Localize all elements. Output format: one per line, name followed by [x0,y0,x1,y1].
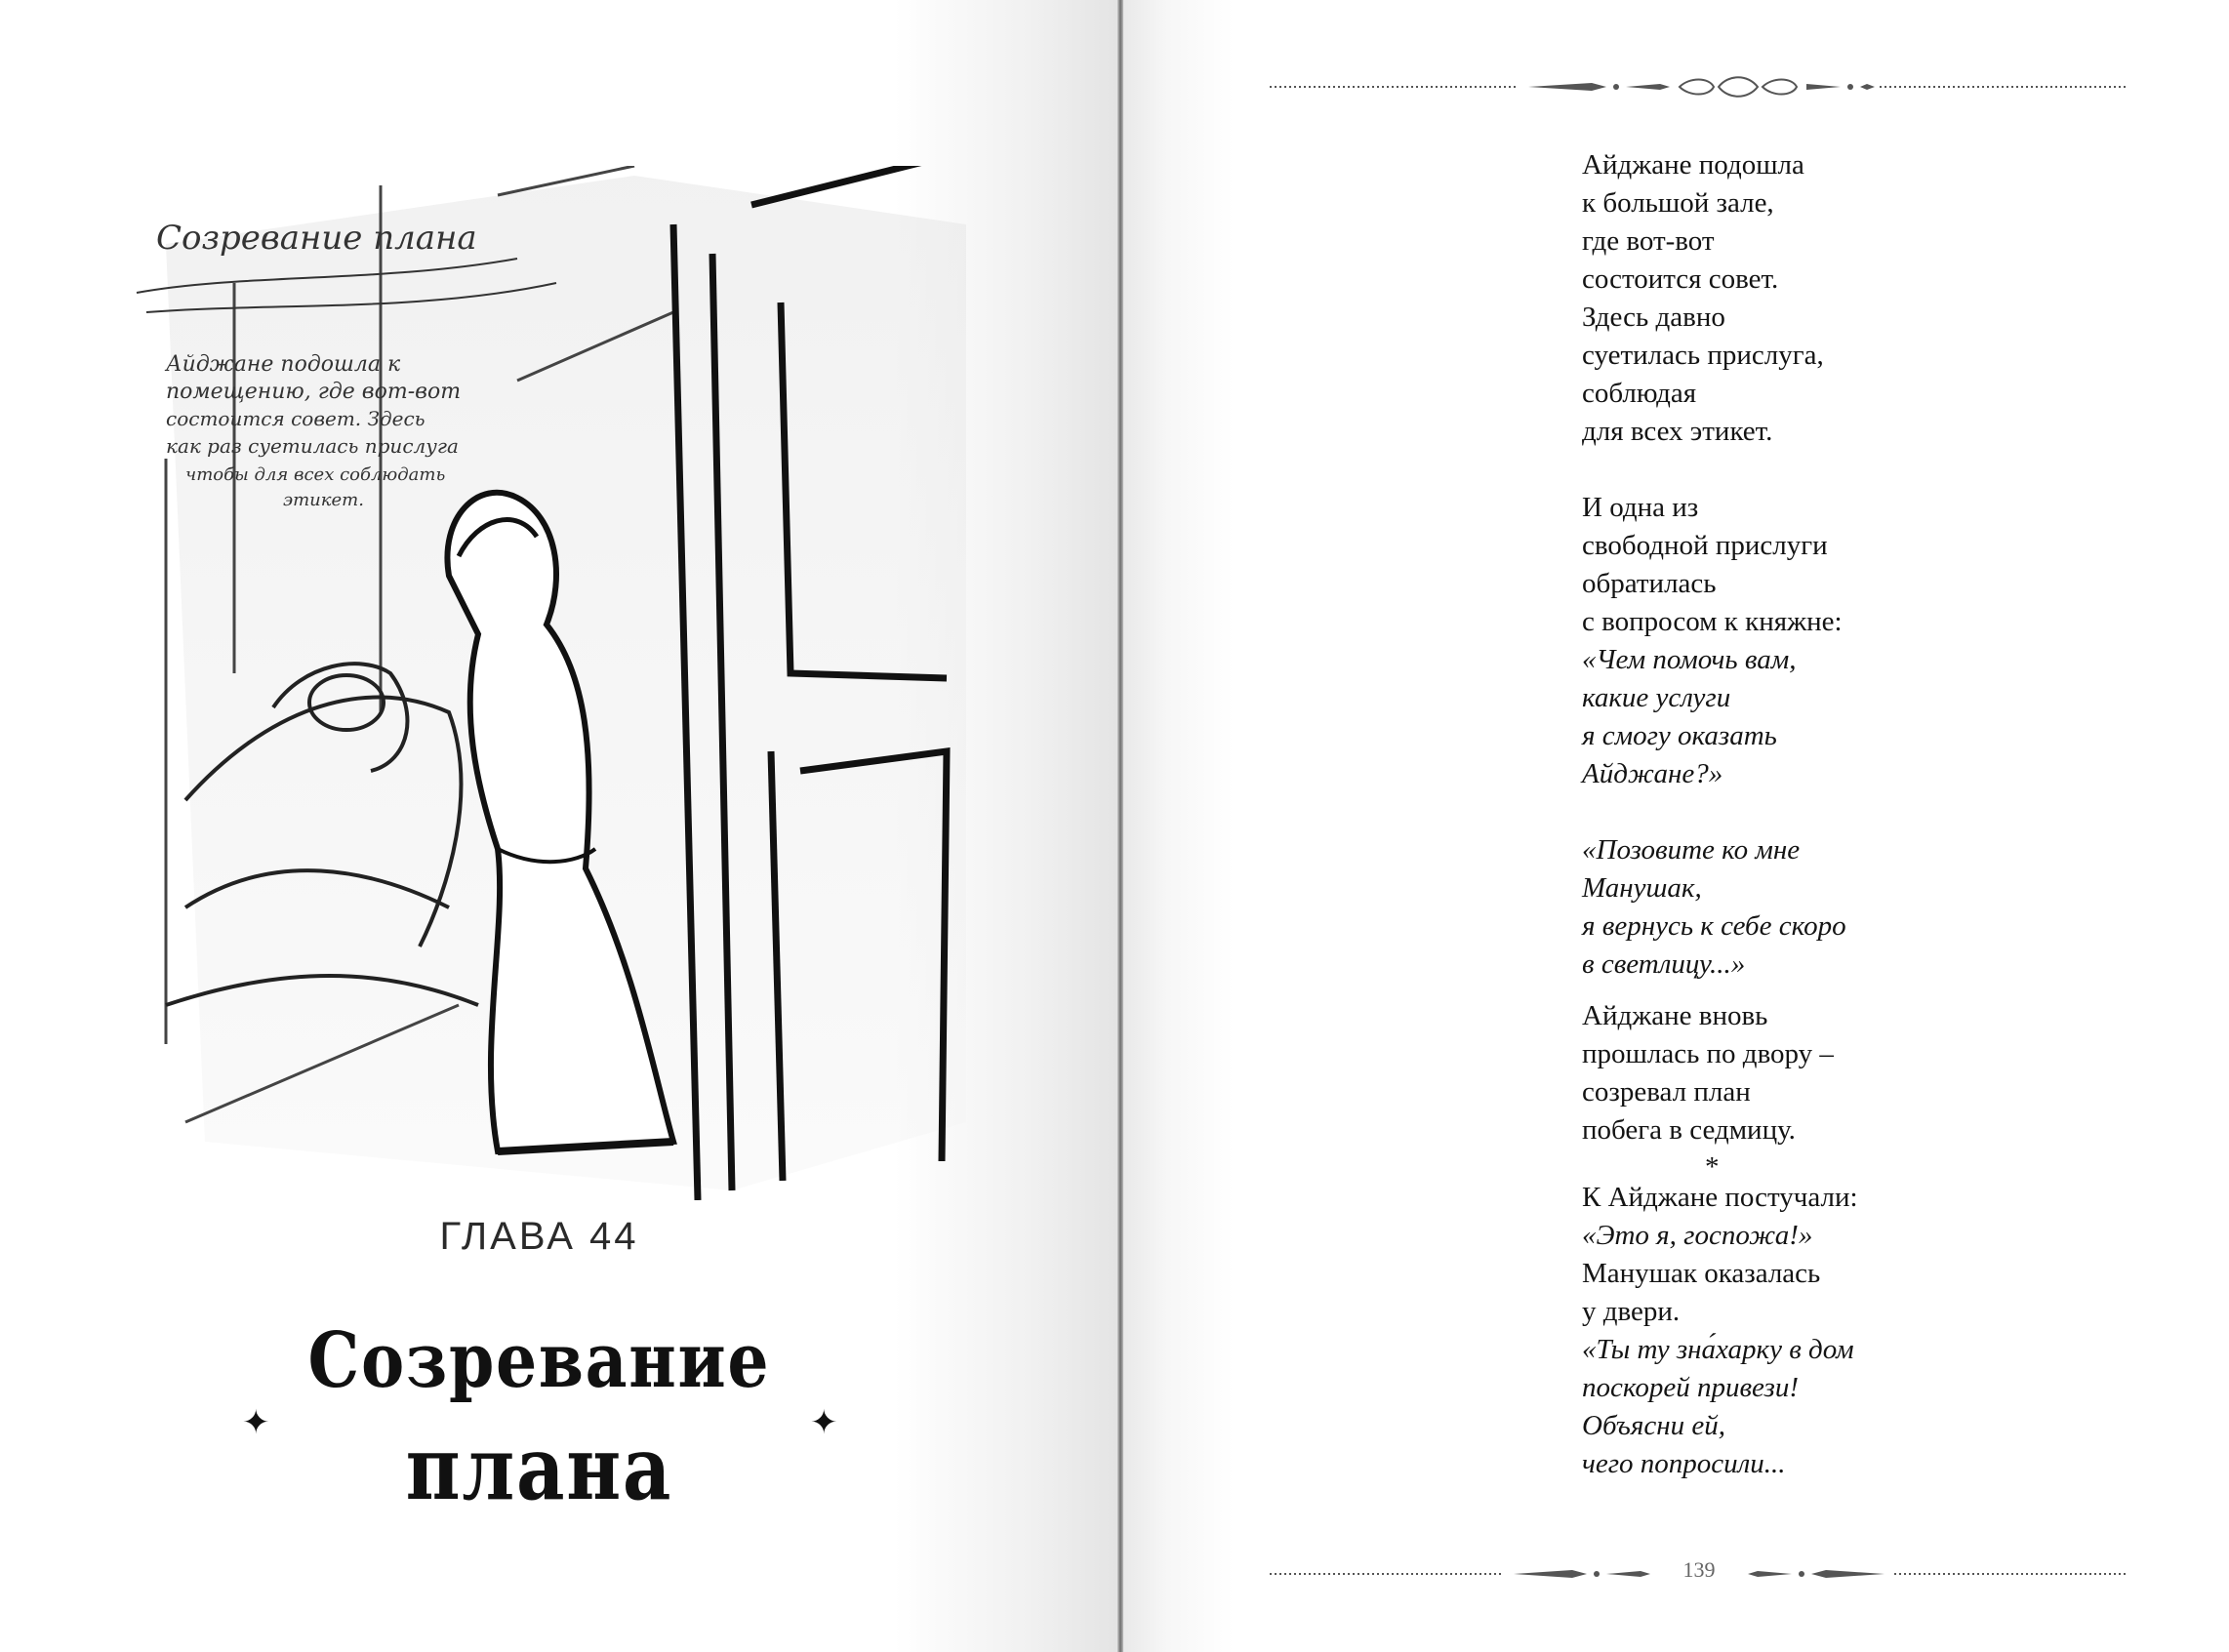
poem-line: свободной прислуги [1582,530,1828,561]
poem-line: состоится совет. [1582,263,1779,295]
poem-line-italic: поскорей привези! [1582,1372,1800,1403]
poem-line: Здесь давно [1582,302,1725,333]
poem-line: к большой зале, [1582,187,1774,219]
poem-line: для всех этикет. [1582,416,1773,447]
handwriting-line: чтобы для всех соблюдать [185,464,446,485]
section-separator: * [1705,1151,1720,1183]
poem-line: И одна из [1582,492,1699,523]
poem-line: прошлась по двору – [1582,1038,1834,1069]
poem-line: Манушак оказалась [1582,1258,1821,1289]
handwriting-line: состоится совет. Здесь [166,407,426,430]
poem-line: обратилась [1582,568,1717,599]
poem-line: суетилась прислуга, [1582,340,1824,371]
poem-line: созревал план [1582,1076,1751,1108]
poem-line-italic: чего попросили... [1582,1448,1786,1479]
poem-line-italic: «Позовите ко мне [1582,834,1801,866]
page-number: 139 [1682,1557,1716,1582]
footer-ornament [1270,1559,2128,1589]
poem-line: соблюдая [1582,378,1697,409]
poem-line: с вопросом к княжне: [1582,606,1843,637]
chapter-title [81,1308,997,1522]
poem-line: Айджане вновь [1582,1000,1768,1031]
poem-line-italic: я смогу оказать [1582,720,1777,751]
poem-text [1582,146,2128,1483]
handwriting-line: этикет. [283,490,364,510]
poem-line: где вот-вот [1582,225,1715,257]
poem-line-italic: «Это я, госпожа!» [1582,1220,1813,1251]
right-page [1123,0,2229,1652]
poem-line: у двери. [1582,1296,1681,1327]
handwriting-line: Созревание плана [156,219,477,258]
poem-line-italic: «Чем помочь вам, [1582,644,1797,675]
poem-line-italic: «Ты ту зна́харку в дом [1582,1334,1854,1365]
poem-line-italic: я вернусь к себе скоро [1582,910,1846,942]
star-ornament-icon: ✦ [810,1403,838,1442]
poem-line-italic: Айджане?» [1582,758,1723,789]
star-ornament-icon: ✦ [242,1403,270,1442]
chapter-label: ГЛАВА 44 [439,1215,639,1258]
chapter-title-line1: Созревание [307,1316,771,1405]
poem-line-italic: Объясни ей, [1582,1410,1725,1441]
chapter-title-line2: плана [405,1417,673,1520]
handwriting-line: Айджане подошла к [166,352,401,377]
chapter-illustration [127,166,966,1200]
handwriting-line: как раз суетилась прислуга [166,434,459,458]
handwriting-line: помещению, где вот-вот [166,380,462,404]
header-ornament-icon [1270,72,2128,101]
poem-line-italic: какие услуги [1582,682,1731,713]
poem-line: побега в седмицу. [1582,1114,1796,1146]
poem-line-italic: в светлицу...» [1582,948,1746,980]
poem-line: Айджане подошла [1582,149,1804,181]
poem-line: К Айджане постучали: [1582,1182,1858,1213]
poem-line-italic: Манушак, [1582,872,1702,904]
